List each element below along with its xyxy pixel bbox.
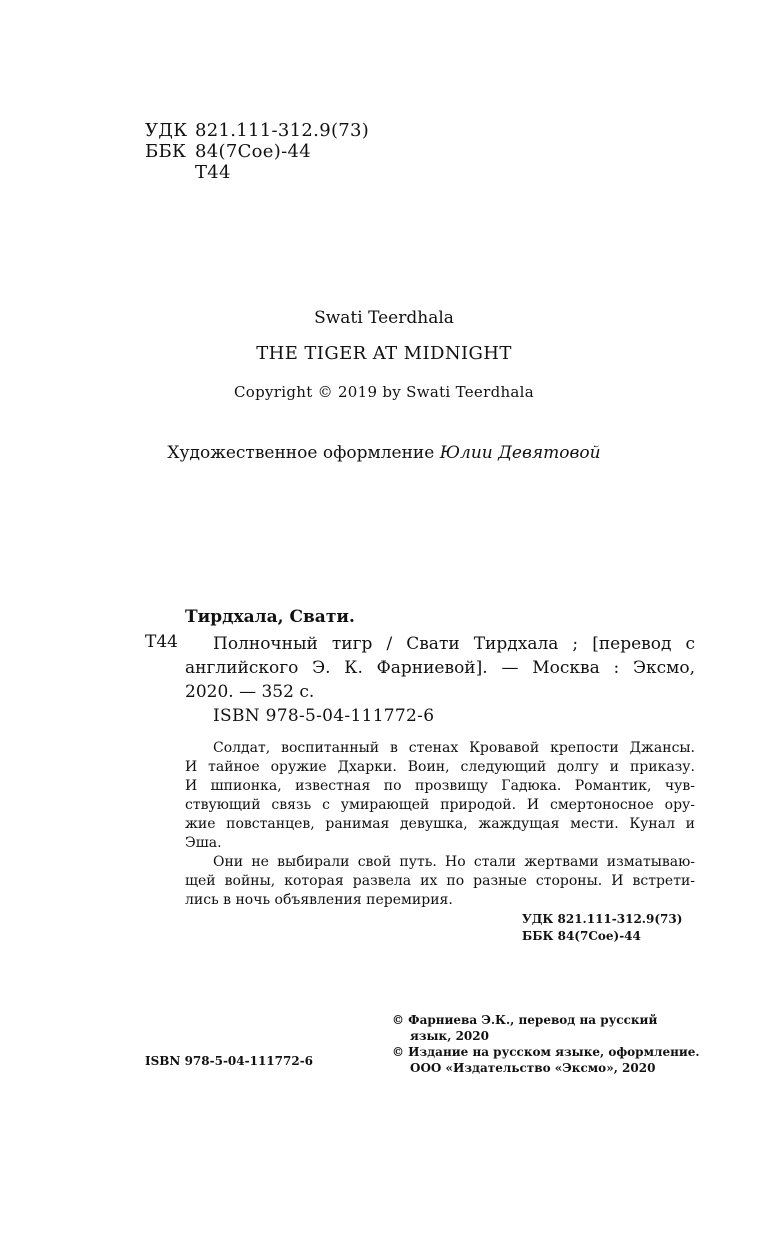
classification-small: [522, 911, 682, 945]
bbk-row: [145, 141, 369, 162]
annotation-line: Солдат, воспитанный в стенах Кровавой крепости Джансы.: [213, 740, 695, 756]
annotation-line: И шпионка, известная по прозвищу Гадюка. Романтик, чув-: [185, 778, 695, 794]
udk-row: [145, 120, 369, 141]
udk-value: 821.111-312.9(73): [195, 120, 370, 141]
annotation-line: Они не выбирали свой путь. Но стали жертвами изматываю-: [213, 854, 695, 870]
isbn-bottom: ISBN 978-5-04-111772-6: [145, 1054, 314, 1068]
classification-block: [145, 120, 369, 183]
biblio-line: 2020. — 352 с.: [185, 682, 315, 702]
biblio-author-heading: Тирдхала, Свати.: [185, 607, 355, 627]
annotation: [185, 739, 695, 910]
design-prefix: Художественное оформление: [167, 443, 440, 463]
annotation-line: лись в ночь объявления перемирия.: [185, 892, 453, 908]
udk-label: УДК: [145, 120, 188, 141]
biblio-description: [185, 632, 695, 704]
annotation-line: жие повстанцев, ранимая девушка, жаждущая мести. Кунал и: [185, 816, 695, 832]
original-copyright: Copyright © 2019 by Swati Teerdhala: [233, 383, 535, 401]
annotation-line: Эша.: [185, 835, 222, 851]
bbk-small-row: ББК 84(7Сое)-44: [522, 929, 641, 943]
annotation-line: И тайное оружие Дхарки. Воин, следующий долгу и приказу.: [185, 759, 695, 775]
design-credit: [0, 443, 768, 463]
author-sign-row: [145, 162, 369, 183]
copyright-notices: [392, 1012, 700, 1076]
bbk-label: ББК: [145, 141, 187, 162]
isbn-main: ISBN 978-5-04-111772-6: [213, 706, 435, 726]
author-sign: Т44: [195, 162, 231, 183]
bbk-value: 84(7Сое)-44: [195, 141, 311, 162]
copyright-line: © Издание на русском языке, оформление.: [392, 1045, 700, 1059]
original-title: THE TIGER AT MIDNIGHT: [256, 343, 512, 364]
udk-small-row: УДК 821.111-312.9(73): [522, 912, 683, 926]
original-author: Swati Teerdhala: [314, 308, 454, 328]
biblio-code: Т44: [145, 632, 178, 652]
annotation-line: ствующий связь с умирающей природой. И смертоносное ору-: [185, 797, 695, 813]
annotation-line: щей войны, которая развела их по разные стороны. И встрети-: [185, 873, 695, 889]
design-artist: Юлии Девятовой: [439, 443, 601, 463]
copyright-line: ООО «Издательство «Эксмо», 2020: [410, 1061, 656, 1075]
biblio-line: Полночный тигр / Свати Тирдхала ; [перевод с: [213, 634, 695, 654]
biblio-line: английского Э. К. Фарниевой]. — Москва : Эксмо,: [185, 658, 695, 678]
copyright-line: язык, 2020: [410, 1029, 489, 1043]
copyright-line: © Фарниева Э.К., перевод на русский: [392, 1013, 658, 1027]
